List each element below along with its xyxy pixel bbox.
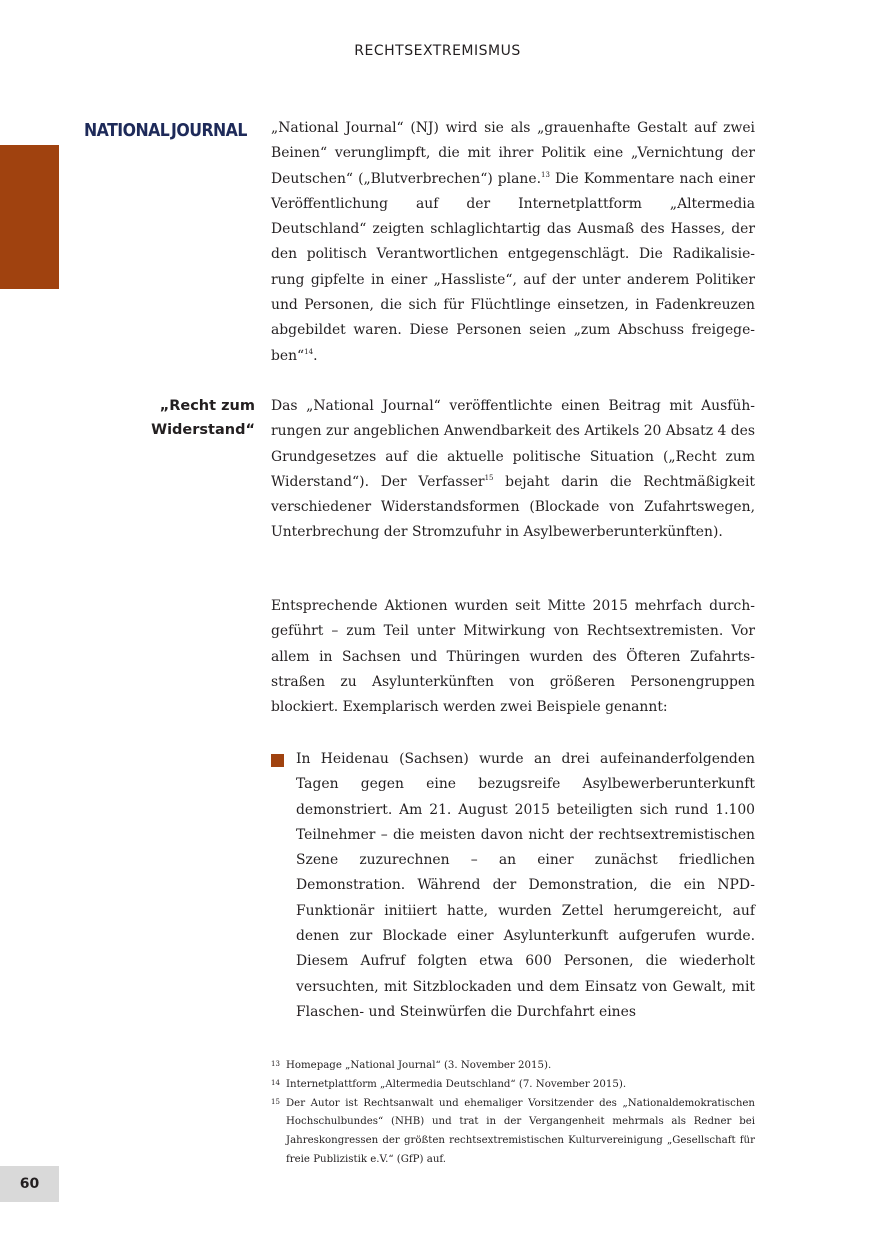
intro-paragraph-block	[271, 116, 755, 369]
footnote	[271, 1057, 755, 1076]
section-paragraph-2-block	[271, 594, 755, 720]
running-header: RECHTSEXTREMISMUS	[354, 43, 521, 59]
margin-heading	[100, 394, 255, 442]
footnote-number: 15	[271, 1097, 280, 1106]
footnote-ref-15: 15	[484, 473, 494, 482]
footnote-text: Homepage „National Journal“ (3. November 2015).	[286, 1060, 552, 1071]
section-paragraph-1-block	[271, 394, 755, 546]
logo-text-right: JOURNAL	[171, 121, 247, 141]
footnote	[271, 1095, 755, 1170]
bullet-square-icon	[271, 754, 284, 767]
footnote-number: 14	[271, 1078, 280, 1087]
footnote-number: 13	[271, 1060, 280, 1068]
intro-text-3: .	[313, 347, 318, 364]
section-text-1b: bejaht darin die Rechtmäßigkeit verschiedener Widerstandsformen (Blockade von Zufahrtswegen, Unterbrechung der Stromzufuhr in Asylbewerberunterkünften).	[271, 473, 755, 541]
footnote-text: Der Autor ist Rechtsanwalt und ehemaliger Vorsitzender des „Nationaldemokratischen Hochschulbundes“ (NHB) und trat in der Vergangenheit mehrmals als Redner bei Jahreskongressen der größten rechtsextremistischen Kulturvereinigung „Gesellschaft für freie Publizistik e.V.“ (GfP) auf.	[286, 1097, 755, 1165]
margin-heading-line-1: „Recht zum	[159, 398, 255, 414]
intro-text-2: Die Kommentare nach einer Veröffentlichung auf der Internetplattform „Altermedia Deutschland“ zeigten schlaglichtartig das Ausmaß des Hasses, der den politisch Verantwortlichen entgegenschlägt. Die Radikalisierung gipfelte in einer „Hassliste“, auf der unter anderem Politiker und Personen, die sich für Flüchtlinge einsetzen, in Fadenkreuzen abgebildet waren. Diese Personen seien „zum Abschuss freigegeben“	[271, 170, 755, 364]
section-paragraph-1	[271, 394, 755, 546]
bullet-item-heidenau: In Heidenau (Sachsen) wurde an drei aufeinanderfolgenden Tagen gegen eine bezugsreife Asylbewerberunterkunft demonstriert. Am 21. August 2015 beteiligten sich rund 1.100 Teilnehmer – die meisten davon nicht der rechtsextremistischen Szene zuzurechnen – an einer zunächst friedlichen Demonstration. Während der Demonstration, die ein NPD-Funktionär initiiert hatte, wurden Zettel herumgereicht, auf denen zur Blockade einer Asylunterkunft aufgerufen wurde. Diesem Aufruf folgten etwa 600 Personen, die wiederholt versuchten, mit Sitzblockaden und dem Einsatz von Gewalt, mit Flaschen- und Steinwürfen die Durchfahrt eines	[296, 751, 755, 1020]
margin-heading-line-2: Widerstand“	[151, 422, 255, 438]
section-text-1a: Das „National Journal“ veröffentlichte einen Beitrag mit Ausführungen zur angeblichen Anwendbarkeit des Artikels 20 Absatz 4 des Grundgesetzes auf die aktuelle politische Situation („Recht zum Widerstand“). Der Verfasser	[271, 398, 755, 490]
bullet-item-block	[296, 747, 755, 1025]
logo-text-left: NATIONAL	[84, 121, 170, 141]
page-number: 60	[0, 1166, 59, 1202]
footnote-ref-14: 14	[304, 347, 314, 356]
footnote-ref-13: 13	[541, 170, 550, 179]
section-paragraph-2: Entsprechende Aktionen wurden seit Mitte 2015 mehrfach durchgeführt – zum Teil unter Mitwirkung von Rechtsextremisten. Vor allem in Sachsen und Thüringen wurden des Öfteren Zufahrtsstraßen zu Asylunterkünften von größeren Personengruppen blockiert. Exemplarisch werden zwei Beispiele genannt:	[271, 598, 755, 716]
footnote	[271, 1076, 755, 1095]
national-journal-logo	[84, 118, 247, 144]
footnote-text: Internetplattform „Altermedia Deutschland“ (7. November 2015).	[286, 1078, 627, 1090]
intro-paragraph	[271, 116, 755, 369]
chapter-tab-marker	[0, 145, 59, 289]
intro-text-1: „National Journal“ (NJ) wird sie als „grauenhafte Gestalt auf zwei Beinen“ verunglimpft, die mit ihrer Politik eine „Vernichtung der Deutschen“ („Blutverbrechen“) plane.	[271, 120, 755, 187]
footnotes	[271, 1057, 755, 1170]
